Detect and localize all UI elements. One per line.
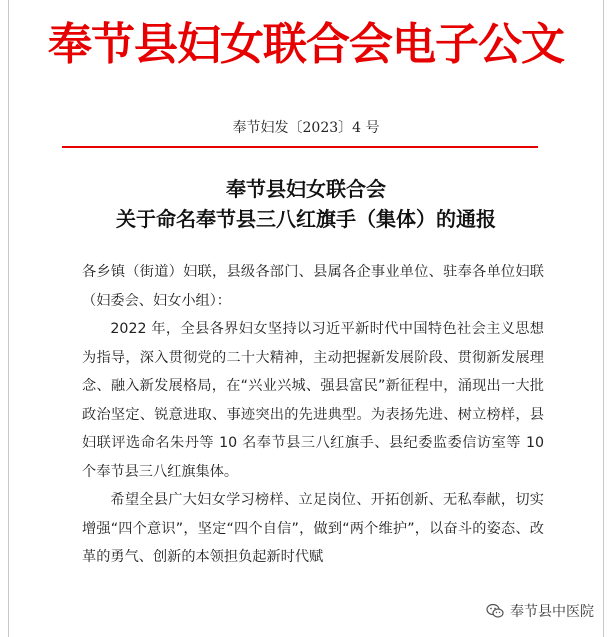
document-title-line1: 奉节县妇女联合会: [226, 177, 386, 201]
body-paragraph: 希望全县广大妇女学习榜样、立足岗位、开拓创新、无私奉献，切实增强“四个意识”，坚定“四个自信”，做到“两个维护”，以奋斗的姿态、改革的勇气、创新的本领担负起新时代赋: [82, 492, 544, 565]
salutation-paragraph: 各乡镇（街道）妇联，县级各部门、县属各企事业单位、驻奉各单位妇联（妇委会、妇女小组）：: [82, 264, 544, 309]
page-border-right: [603, 0, 604, 637]
watermark-text: 奉节县中医院: [510, 604, 594, 620]
red-divider-line: [62, 146, 538, 148]
source-watermark: [482, 599, 598, 623]
wechat-icon: [486, 603, 504, 619]
document-body: [82, 258, 544, 572]
masthead-title: 奉节县妇女联合会电子公文: [48, 19, 564, 70]
document-number: 奉节妇发〔2023〕4 号: [232, 120, 380, 136]
body-paragraph: 2022 年，全县各界妇女坚持以习近平新时代中国特色社会主义思想为指导，深入贯彻党的二十大精神，主动把握新发展阶段、贯彻新发展理念、融入新发展格局，在“兴业兴城、强县富民”新征程中，涌现出一大批政治坚定、锐意进取、事迹突出的先进典型。为表扬先进、树立榜样，县妇联评选命名朱丹等 10 名奉节县三八红旗手、县纪委监委信访室等 10 个奉节县三八红旗集体。: [82, 321, 544, 480]
document-title-line2: 关于命名奉节县三八红旗手（集体）的通报: [116, 207, 496, 231]
page-border-left: [8, 0, 9, 637]
